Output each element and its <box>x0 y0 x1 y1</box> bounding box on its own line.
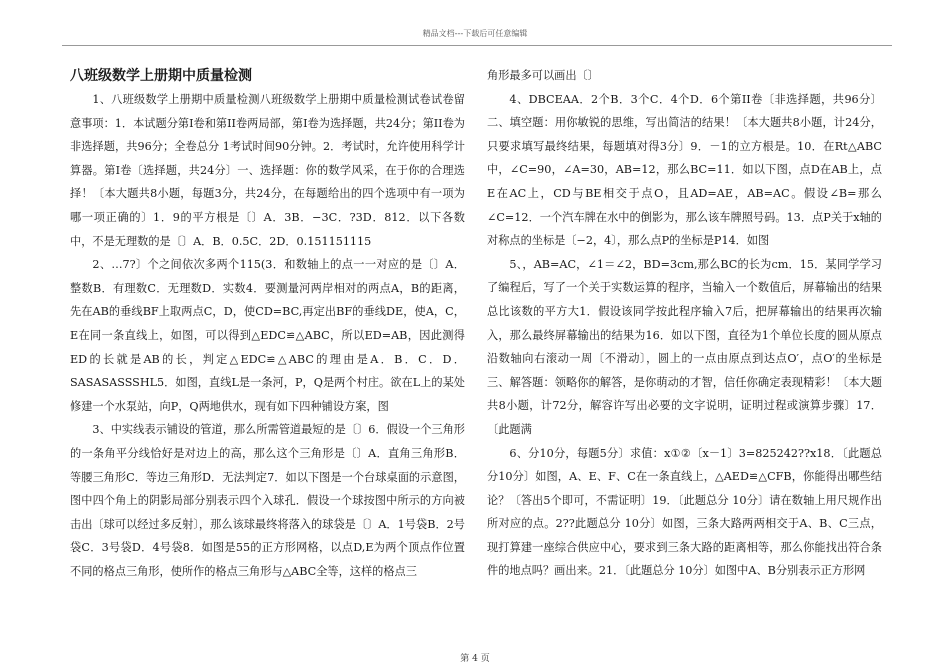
right-column <box>487 64 882 583</box>
page-number: 第 4 页 <box>460 654 490 664</box>
paragraph-6: 6、分10分，每题5分〕求值：x①②〔x－1〕3=825242??x18．〔此题总分10分〕如图，A、E、F、C在一条直线上，△AED≌△CFB，你能得出哪些结论？〔答出5个即可，不需证明〕19．〔此题总分 10分〕请在数轴上用尺规作出所对应的点。2??此题总分 10分〕如图，三条大路两两相交于A、B、C三点，现打算建一座综合供应中心，要求到三条大路的距离相等，那么你能找出符合条件的地点吗？画出来。21．〔此题总分 10分〕如图中A、B分别表示正方形网 <box>487 446 882 578</box>
paragraph-4: 4、DBCEAA．2个B．3个C．4个D．6个第II卷〔非选择题，共96分〕二、填空题：用你敏锐的思维，写出简洁的结果！〔本大题共8小题，计24分，只要求填写最终结果，每题填对得3分〕9．－1的立方根是。10．在Rt△ABC中，∠C=90，∠A=30，AB=12，那么BC=11．如以下图，点D在AB上，点E在AC上，CD与BE相交于点O，且AD=AE，AB=AC。假设∠B=那么∠C=12．一个汽车牌在水中的倒影为，那么该车牌照号码。13．点P关于x轴的对称点的坐标是〔−2，4〕，那么点P的坐标是P14．如图 <box>487 92 882 248</box>
document-title: 八班级数学上册期中质量检测 <box>70 68 252 84</box>
paragraph-2: 2、…7?〕个之间依次多两个115(3．和数轴上的点一一对应的是〔〕A．整数B．有理数C．无理数D．实数4．要测量河两岸相对的两点A，B的距离，先在AB的垂线BF上取两点C，D，使CD=BC,再定出BF的垂线DE，使A，C，E在同一条直线上，如图，可以得到△EDC≌△ABC，所以ED=AB，因此测得ED的长就是AB的长，判定△EDC≌△ABC的理由是A．B．C．D．SASASASSSHL5．如图，直线L是一条河，P，Q是两个村庄。欲在L上的某处修建一个水泵站，向P，Q两地供水，现有如下四种铺设方案，图 <box>70 258 465 413</box>
paragraph-3: 3、中实线表示铺设的管道，那么所需管道最短的是〔〕6．假设一个三角形的一条角平分线恰好是对边上的高，那么这个三角形是〔〕A．直角三角形B．等腰三角形C．等边三角形D．无法判定7．如以下图是一个台球桌面的示意图，图中四个角上的阴影局部分别表示四个入球孔．假设一个球按图中所示的方向被击出〔球可以经过多反射〕，那么该球最终将落入的球袋是〔〕A．1号袋B．2号袋C．3号袋D．4号袋8．如图是55的正方形网格，以点D,E为两个顶点作位置不同的格点三角形，使所作的格点三角形与△ABC全等，这样的格点三 <box>70 423 465 578</box>
page-header: 精品文档---下载后可任意编辑 <box>422 29 528 38</box>
paragraph-5: 5、，AB=AC，∠1＝∠2，BD=3cm,那么BC的长为cm．15．某同学学习了编程后，写了一个关于实数运算的程序，当输入一个数值后，屏幕输出的结果总比该数的平方大1．假设该同学按此程序输入7后，把屏幕输出的结果再次输入，那么最终屏幕输出的结果为16．如以下图，直径为1个单位长度的圆从原点沿数轴向右滚动一周〔不滑动〕，圆上的一点由原点到达点O′，点O′的坐标是三、解答题：领略你的解答，是你萌动的才智，信任你确定表现精彩！〔本大题共8小题，计72分，解容许写出必要的文字说明，证明过程或演算步骤〕17．〔此题满 <box>487 257 882 436</box>
continued-line: 角形最多可以画出〔〕 <box>487 69 599 82</box>
header-rule <box>62 45 892 46</box>
paragraph-1: 1、八班级数学上册期中质量检测八班级数学上册期中质量检测试卷试卷留意事项：1．本试题分第I卷和第II卷两局部，第I卷为选择题，共24分；第II卷为非选择题，共96分；全卷总分 1考试时间90分钟。2．考试时，允许使用科学计算器。第I卷〔选择题，共24分〕一、选择题：你的数学风采，在于你的合理选择！〔本大题共8小题，每题3分，共24分，在每题给出的四个选项中有一项为哪一项正确的〕1．9的平方根是〔〕A．3B．−3C．?3D．812．以下各数中，不是无理数的是〔〕A．B．0.5C．2D．0.151151115 <box>70 93 465 248</box>
left-column <box>70 64 465 583</box>
